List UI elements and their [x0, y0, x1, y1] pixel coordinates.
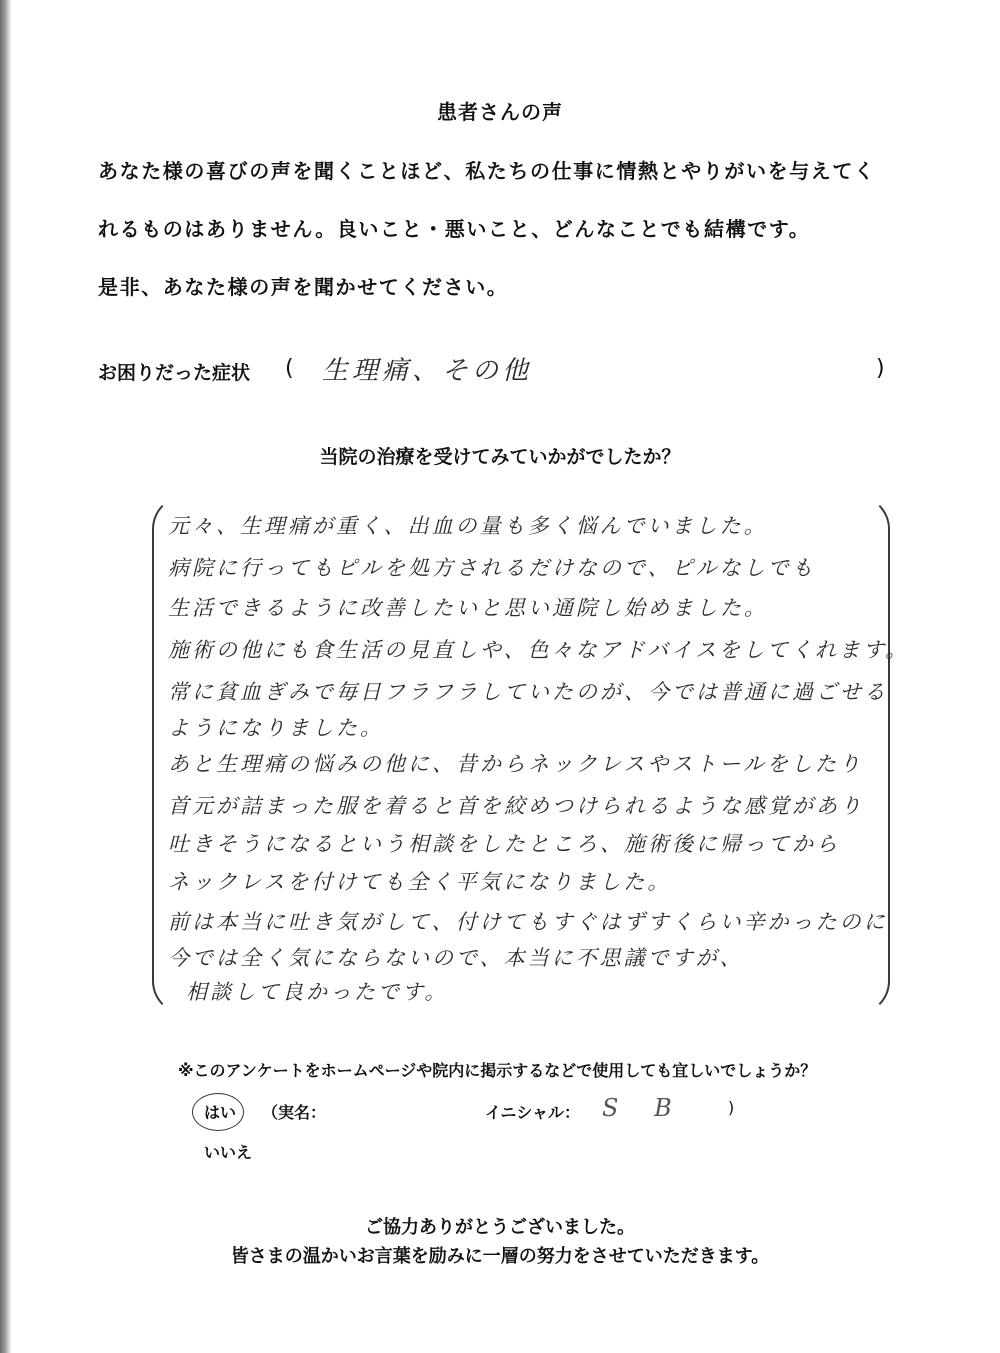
consent-question: ※このアンケートをホームページや院内に掲示するなどで使用しても宜しいでしょうか？: [178, 1061, 817, 1080]
real-name-label: （実名：: [262, 1103, 327, 1122]
page-edge-shadow: [0, 0, 12, 1353]
initials-label: イニシャル：: [485, 1103, 581, 1122]
comment-line: 吐きそうになるという相談をしたところ、施術後に帰ってから: [168, 832, 840, 856]
consent-yes-option: はい: [204, 1103, 237, 1122]
symptom-close-paren: ): [876, 356, 885, 381]
symptom-open-paren: (: [285, 356, 294, 381]
comment-line: 生活できるように改善したいと思い通院し始めました。: [168, 596, 768, 620]
treatment-question: 当院の治療を受けてみていかがでしたか？: [319, 446, 681, 468]
initials-close-paren: ): [728, 1098, 735, 1117]
comment-line: 今では全く気にならないので、本当に不思議ですが、: [168, 946, 744, 970]
symptom-answer: 生理痛、その他: [322, 356, 533, 386]
comment-line: ようになりました。: [168, 716, 384, 740]
intro-line-3: 是非、あなた様の声を聞かせてください。: [98, 275, 509, 299]
comment-line: 元々、生理痛が重く、出血の量も多く悩んでいました。: [168, 514, 768, 538]
thanks-line-2: 皆さまの温かいお言葉を励みに一層の努力をさせていただきます。: [230, 1246, 770, 1267]
thanks-line-1: ご協力ありがとうございました。: [365, 1217, 635, 1238]
comment-line: ネックレスを付けても全く平気になりました。: [168, 870, 672, 894]
comment-line: 常に貧血ぎみで毎日フラフラしていたのが、今では普通に過ごせる: [168, 680, 888, 704]
comment-line: あと生理痛の悩みの他に、昔からネックレスやストールをしたり: [168, 752, 863, 776]
symptom-label: お困りだった症状: [98, 362, 251, 384]
consent-no-option: いいえ: [204, 1143, 253, 1162]
comment-line: 病院に行ってもピルを処方されるだけなので、ピルなしでも: [168, 556, 816, 580]
intro-line-1: あなた様の喜びの声を聞くことほど、私たちの仕事に情熱とやりがいを与えてく: [98, 159, 876, 183]
comment-line: 前は本当に吐き気がして、付けてもすぐはずすくらい辛かったのに: [168, 910, 888, 934]
initials-value: S B: [602, 1094, 686, 1122]
page-title: 患者さんの声: [437, 100, 563, 124]
comment-line: 相談して良かったです。: [186, 980, 449, 1004]
comment-line: 首元が詰まった服を着ると首を絞めつけられるような感覚があり: [168, 794, 864, 818]
intro-line-2: れるものはありません。良いこと・悪いこと、どんなことでも結構です。: [98, 217, 811, 241]
comment-line: 施術の他にも食生活の見直しや、色々なアドバイスをしてくれます。: [168, 638, 910, 662]
